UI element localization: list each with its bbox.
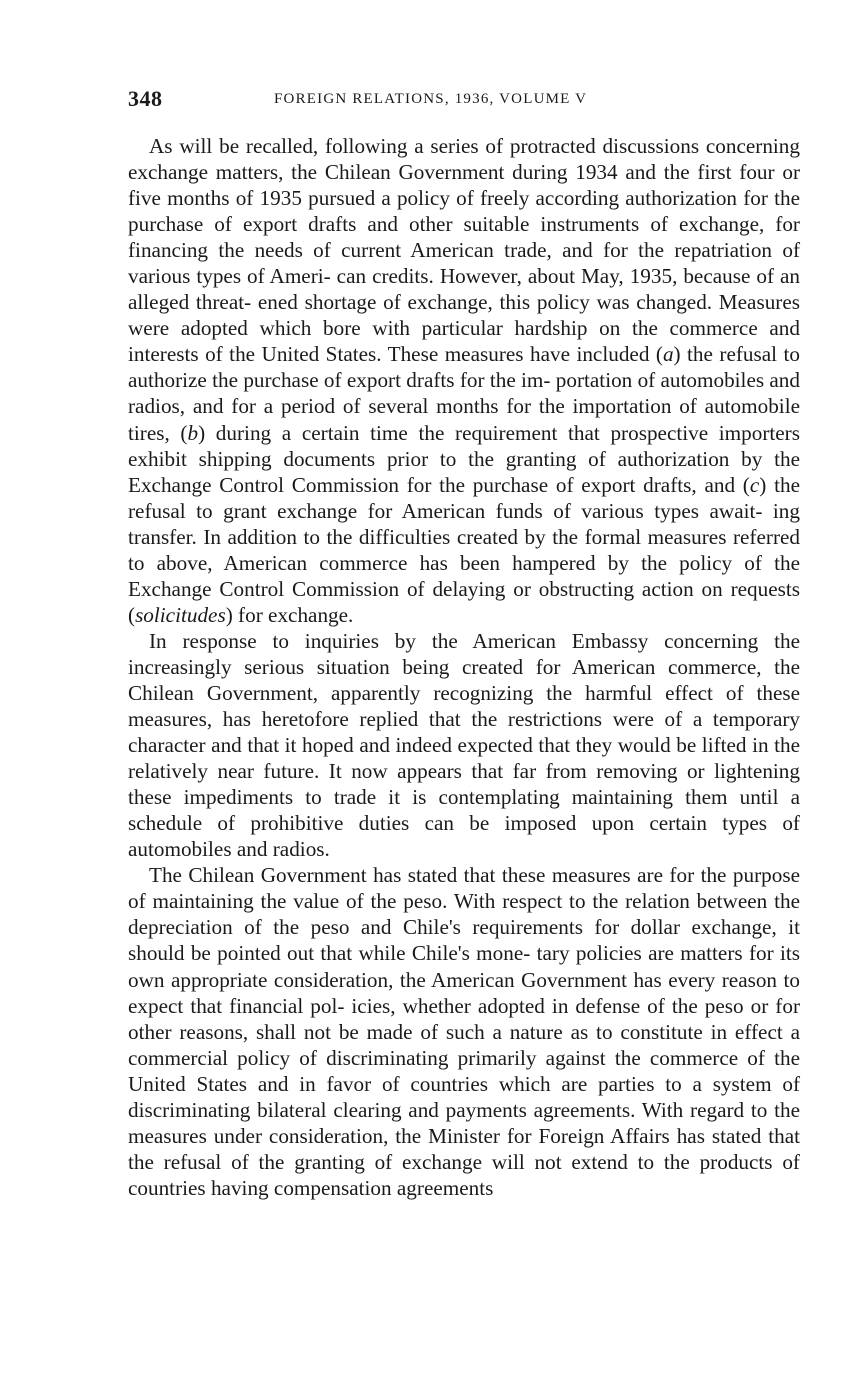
list-marker-a: a (662, 342, 674, 367)
paragraph-1-text: ) the refusal to grant exchange for American funds of various types await- ing transfer. In addition to the difficulties created by the formal measures referred to above, American commerce has been hampered by the policy of the Exchange Control Commission of delaying or obstructing action on requests ( (128, 472, 800, 627)
paragraph-1-text: ) the refusal to authorize the purchase of export drafts for the im- portation of automobiles and radios, and for a period of several months for the importation of automobile tires, ( (128, 342, 800, 445)
paragraph-3: The Chilean Government has stated that these measures are for the purpose of maintaining the value of the peso. With respect to the relation between the depreciation of the peso and Chile's requirements for dollar exchange, it should be pointed out that while Chile's mone- tary policies are matters for its own appropriate consideration, the American Government has every reason to expect that financial pol- icies, whether adopted in defense of the peso or for other reasons, shall not be made of such a nature as to constitute in effect a commercial policy of discriminating primarily against the commerce of the United States and in favor of countries which are parties to a system of discriminating bilateral clearing and payments agreements. With regard to the measures under consideration, the Minister for Foreign Affairs has stated that the refusal of the granting of exchange will not extend to the products of countries having compensation agreements (128, 863, 800, 1200)
page-header (128, 86, 800, 116)
body-text (128, 133, 800, 1201)
paragraph-1-text: ) for exchange. (225, 602, 354, 627)
list-marker-c: c (749, 472, 760, 497)
page-number: 348 (128, 86, 163, 111)
paragraph-2: In response to inquiries by the American Embassy concerning the increasingly serious situation being created for American commerce, the Chilean Government, apparently recognizing the harmful effect of these measures, has heretofore replied that the restrictions were of a temporary character and that it hoped and indeed expected that they would be lifted in the relatively near future. It now appears that far from removing or lightening these impediments to trade it is contemplating maintaining them until a schedule of prohibitive duties can be imposed upon certain types of automobiles and radios. (128, 628, 800, 862)
running-head: FOREIGN RELATIONS, 1936, VOLUME V (274, 91, 588, 107)
list-marker-b: b (187, 420, 199, 445)
paragraph-1-text: ) during a certain time the requirement that prospective importers exhibit shipping documents prior to the granting of authorization by the Exchange Control Commission for the purchase of export drafts, and ( (128, 420, 800, 497)
paragraph-1 (128, 133, 800, 628)
italic-term-solicitudes: solicitudes (135, 602, 226, 627)
paragraph-1-text: As will be recalled, following a series of protracted discussions concerning exchange matters, the Chilean Government during 1934 and the first four or five months of 1935 pursued a policy of freely according authorization for the purchase of export drafts and other suitable instruments of exchange, for financing the needs of current American trade, and for the repatriation of various types of Ameri- can credits. However, about May, 1935, because of an alleged threat- ened shortage of exchange, this policy was changed. Measures were adopted which bore with particular hardship on the commerce and interests of the United States. These measures have included ( (128, 134, 800, 367)
